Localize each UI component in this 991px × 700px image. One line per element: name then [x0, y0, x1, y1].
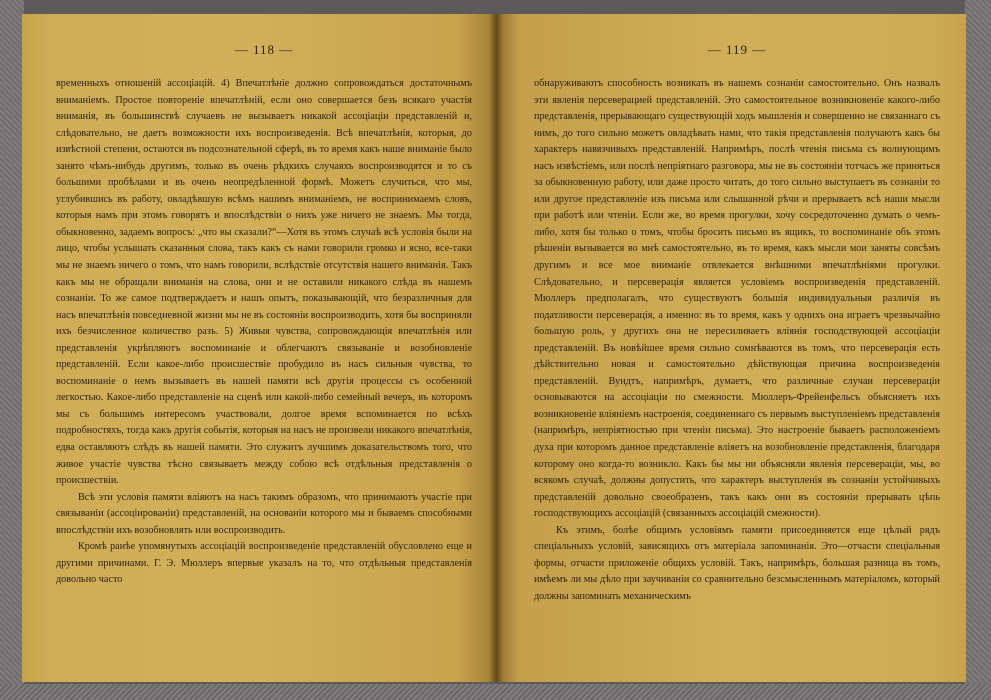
left-page: [22, 14, 496, 682]
left-page-text: [56, 76, 472, 589]
right-page: [496, 14, 966, 682]
right-paragraph-2: Къ этимъ, болѣе общимъ условіямъ памяти присоединяется еще цѣлый рядъ спеціальныхъ условій, зависящихъ отъ матеріала запоминанія. Это—отчасти спеціальныя формы, отчасти приложеніе общихъ условій. Такъ, напримѣръ, большая разница въ томъ, имѣемъ ли мы дѣло при заучиваніи со сравнительно безсмысленнымъ матеріаломъ, который должны запоминать механическимъ: [534, 524, 940, 602]
book-cover-bottom: [0, 684, 991, 700]
left-paragraph-3: Кромѣ ранѣе упомянутыхъ ассоціацій воспроизведеніе представленій обусловлено еще и другими причинами. Г. Э. Мюллеръ впервые указалъ на то, что отдѣльныя представленія довольно часто: [56, 541, 472, 586]
left-page-number: — 118 —: [234, 42, 294, 57]
left-paragraph-1: временныхъ отношеній ассоціацій. 4) Впечатлѣніе должно сопровождаться достаточнымъ вниманіемъ. Простое повтореніе впечатлѣній, если оно совершается безъ всякаго участія вниманія, въ большинствѣ случаевъ не вызываетъ никакой ассоціаціи представленій и, слѣдовательно, не даетъ возможности ихъ воспроизведенія. Всѣ впечатлѣнія, которыя, до извѣстной степени, остаются въ подсознательной сферѣ, въ то время какъ наше вниманіе было занято чѣмъ-нибудь другимъ, только въ очень рѣдкихъ случаяхъ воспроизводятся и то съ большими пробѣлами и въ очень неопредѣленной формѣ. Можетъ случиться, что мы, углубившись въ работу, овладѣвшую всѣмъ нашимъ вниманіемъ, не воспринимаемъ словъ, которыя намъ при этомъ говорятъ и впослѣдствіи о нихъ уже ничего не знаемъ. Мы тогда, обыкновенно, задаемъ вопросъ: „что вы сказали?“—Хотя въ этомъ случаѣ всѣ условія были на лицо, чтобы услышать сказанныя слова, такъ какъ съ нами говорили громко и ясно, все-таки мы не знаемъ ничего о томъ, что намъ говорили, вслѣдствіе отсутствія нашего вниманія. Такъ какъ мы не обращали вниманія на слова, они и не оставили никакого слѣда въ нашемъ сознаніи. То же самое подтверждаетъ и нашъ опытъ, показывающій, что безразличныя для насъ впечатлѣнія повседневной жизни мы не въ состояніи воспроизводить, хотя бы восприняли ихъ безчисленное количество разъ. 5) Живыя чувства, сопровождающія впечатлѣнія или представленія укрѣпляютъ воспоминаніе и облегчаютъ связываніе и возобновленіе представленій. Если какое-либо происшествіе пробудило въ насъ сильныя чувства, то воспоминаніе о немъ вызываетъ въ нашей памяти всѣ другія процессы съ особенной легкостью. Какое-либо представленіе на сценѣ или какой-либо семейный вечеръ, въ которомъ мы съ большимъ интересомъ участвовали, долгое время вспоминается по всѣхъ подробностяхъ, тогда какъ другія событія, которыя на насъ не произвели никакого впечатлѣнія, едва оставляютъ слѣдъ въ нашей памяти. Это служитъ лучшимъ доказательствомъ того, что живое участіе чувства тѣсно связываетъ между собою всѣ отдѣльныя представленія о происшествіи.: [56, 78, 472, 487]
right-paragraph-1: обнаруживаютъ способность возникать въ нашемъ сознаніи самостоятельно. Онъ назвалъ эти явленія персеверацией представленій. Это самостоятельное возникновеніе какого-либо представленія, прерывающаго существующій ходъ мышленія и совершенно не связаннаго съ нимъ, до того сильно можетъ овладѣвать нами, что такія представленія получаютъ какъ бы характеръ навязчивыхъ представленій. Напримѣръ, послѣ чтенія письма съ волнующимъ насъ извѣстіемъ, или послѣ непріятнаго разговора, мы не въ состояніи тотчасъ же приняться за обыкновенную работу, или даже просто читать, до того сильно выступаетъ въ сознаніи то или другое представленіе изъ письма или слышанной рѣчи и прерываетъ всѣ наши мысли при работѣ или чтеніи. Если же, во время прогулки, хочу сосредоточенно думать о чемъ-либо, хотя бы только о томъ, чтобы бросить письмо въ ящикъ, то воспоминаніе объ этомъ рѣшеніи вызывается во мнѣ самостоятельно, въ то время, какъ мысли мои заняты совсѣмъ другимъ и все мое вниманіе отвлекается внѣшними впечатлѣніями прогулки. Слѣдовательно, и персеверація является условіемъ воспроизведенія представленій. Мюллеръ предполагалъ, что существуютъ большія индивидуальныя различія въ податливости персеверація, а именно: въ то время, какъ у однихъ она играетъ чрезвычайно большую роль, у другихъ она не пересиливаетъ вліянія господствующей ассоціаціи представленій. Въ новѣйшее время сильно сомнѣваются въ томъ, что персеверація есть дѣйствительно новая и самостоятельно дѣйствующая причина воспроизведенія представленій. Вундтъ, напримѣръ, думаетъ, что различные случаи персевераціи основываются на ассоціаціи по смежности. Мюллеръ-Фрейенфельсъ объясняетъ ихъ возникновеніе вліяніемъ настроенія, соединеннаго съ первымъ выступленіемъ представленія (напримѣръ, непріятностью при чтеніи письма). Это настроеніе бываетъ расположеніемъ духа при которомъ данное представленіе вліяетъ на возобновленіе представленія, благодаря которому оно когда-то возникло. Какъ бы мы ни объясняли явленія персевераціи, мы, во всякомъ случаѣ, должны допустить, что характеръ выступленія въ сознаніи устойчивыхъ представленій довольно своеобразенъ, такъ какъ они въ состояніи прерывать цѣпь господствующихъ ассоціацій (связанныхъ ассоціацій смежности).: [534, 78, 940, 520]
book-cover-right: [965, 0, 991, 700]
right-page-text: [534, 76, 940, 606]
right-page-number: — 119 —: [707, 42, 767, 57]
left-paragraph-2: Всѣ эти условія памяти вліяютъ на насъ такимъ образомъ, что принимаютъ участіе при связываніи (ассоціированіи) представленій, на основаніи которого мы и бываемъ способными впослѣдствіи ихъ возобновлять или воспроизводить.: [56, 491, 472, 536]
book-spine-gutter: [489, 14, 503, 682]
book-cover-left: [0, 0, 24, 700]
